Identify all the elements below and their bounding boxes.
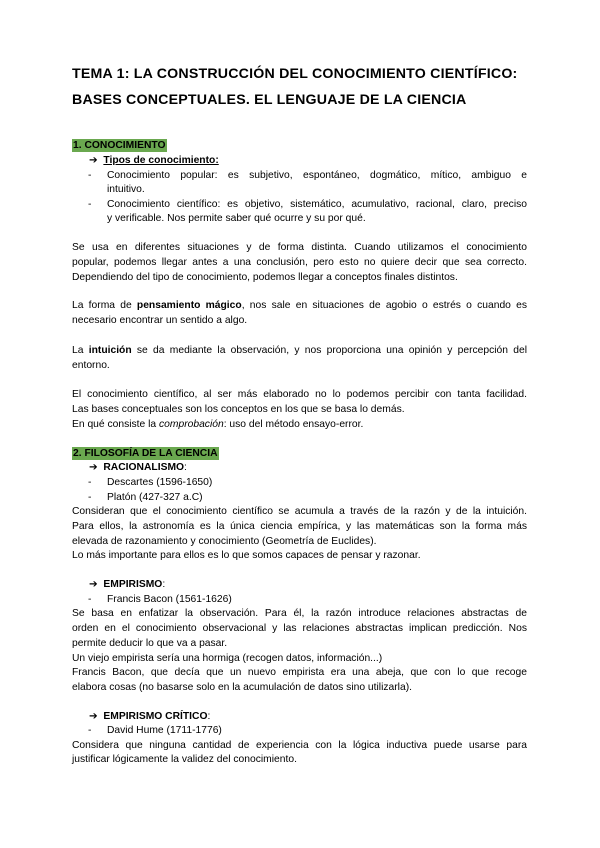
paragraph-line: popular, podemos llegar antes a una conclusión, pero esto no quiere decir que sea correcto. <box>72 257 527 268</box>
list-item-bacon: Francis Bacon (1561-1626) <box>107 594 232 605</box>
paragraph-line: Dependiendo del tipo de conocimiento, podemos llegar a conceptos finales distintos. <box>72 272 458 283</box>
paragraph-intuicion: La intuición se da mediante la observación, y nos proporciona una opinión y percepción del <box>72 345 527 356</box>
paragraph-line: El conocimiento científico, al ser más elaborado no lo podemos percibir con tanta facilidad. <box>72 389 527 400</box>
paragraph-comprobacion: En qué consiste la comprobación: uso del método ensayo-error. <box>72 419 364 430</box>
list-item-cientifico-line-2: y verificable. Nos permite saber qué ocurre y su por qué. <box>107 213 366 224</box>
term-pensamiento-magico: pensamiento mágico <box>136 300 242 311</box>
list-dash: - <box>88 725 92 736</box>
paragraph-line: Se usa en diferentes situaciones y de forma distinta. Cuando utilizamos el conocimiento <box>72 242 527 253</box>
subheading-empirismo: ➔ EMPIRISMO: <box>89 579 166 590</box>
paragraph-line: elabora cosas (no basarse solo en la acumulación de datos sino utilizarla). <box>72 682 412 693</box>
paragraph-line: Francis Bacon, que decía que un nuevo empirista era una abeja, que con lo que recoge <box>72 667 527 678</box>
list-item-hume: David Hume (1711-1776) <box>107 725 222 736</box>
paragraph-line: Considera que ninguna cantidad de experiencia con la lógica inductiva puede usarse para <box>72 740 527 751</box>
paragraph-line: orden en el conocimiento observacional y las relaciones abstractas implican predicción. Nos <box>72 623 527 634</box>
list-dash: - <box>88 199 92 210</box>
term-intuicion: intuición <box>88 345 132 356</box>
subheading-empirismo-critico: ➔ EMPIRISMO CRÍTICO: <box>89 711 211 722</box>
page-title-line-2: BASES CONCEPTUALES. EL LENGUAJE DE LA CIENCIA <box>72 92 467 108</box>
page-title-line-1: TEMA 1: LA CONSTRUCCIÓN DEL CONOCIMIENTO CIENTÍFICO: <box>72 66 518 82</box>
paragraph-line: elevada de razonamiento y conocimiento (Geometría de Euclides). <box>72 536 377 547</box>
list-dash: - <box>88 492 92 503</box>
paragraph-line: Las bases conceptuales son los conceptos en los que se basa lo demás. <box>72 404 405 415</box>
list-item-descartes: Descartes (1596-1650) <box>107 477 213 488</box>
arrow-icon: ➔ <box>89 462 98 473</box>
list-dash: - <box>88 594 92 605</box>
list-item-platon: Platón (427-327 a.C) <box>107 492 203 503</box>
paragraph-pensamiento-magico: La forma de pensamiento mágico, nos sale en situaciones de agobio o estrés o cuando es <box>72 300 528 311</box>
section-heading-filosofia: 2. FILOSOFÍA DE LA CIENCIA <box>73 448 218 459</box>
section-heading-conocimiento: 1. CONOCIMIENTO <box>73 140 166 151</box>
subheading-tipos-label: Tipos de conocimiento: <box>103 155 219 166</box>
paragraph-line: Se basa en enfatizar la observación. Para él, la razón introduce relaciones abstractas de <box>72 608 527 619</box>
paragraph-line: necesario encontrar un sentido a algo. <box>72 315 248 326</box>
paragraph-line: Consideran que el conocimiento científico se acumula a través de la razón y de la intuición. <box>72 506 527 517</box>
list-item-cientifico-line-1: Conocimiento científico: es objetivo, sistemático, acumulativo, racional, claro, preciso <box>107 199 527 210</box>
paragraph-line: entorno. <box>72 360 110 371</box>
paragraph-line: justificar lógicamente la validez del conocimiento. <box>72 754 297 765</box>
subheading-racionalismo: ➔ RACIONALISMO: <box>89 462 187 473</box>
list-item-popular-line-2: intuitivo. <box>107 184 145 195</box>
list-item-popular-line-1: Conocimiento popular: es subjetivo, espontáneo, dogmático, mítico, ambiguo e <box>107 170 527 181</box>
paragraph-line: permite deducir lo que va a pasar. <box>72 638 228 649</box>
subheading-tipos <box>89 153 219 168</box>
term-comprobacion: comprobación <box>159 419 224 430</box>
arrow-icon: ➔ <box>89 155 98 166</box>
list-dash: - <box>88 477 92 488</box>
paragraph-line: Lo más importante para ellos es lo que somos capaces de pensar y razonar. <box>72 550 421 561</box>
list-dash: - <box>88 170 92 181</box>
paragraph-line: Un viejo empirista sería una hormiga (recogen datos, información...) <box>72 653 383 664</box>
arrow-icon: ➔ <box>89 711 98 722</box>
paragraph-line: Para ellos, la astronomía es la única ciencia empírica, y las matemáticas son la forma más <box>72 521 527 532</box>
arrow-icon: ➔ <box>89 579 98 590</box>
